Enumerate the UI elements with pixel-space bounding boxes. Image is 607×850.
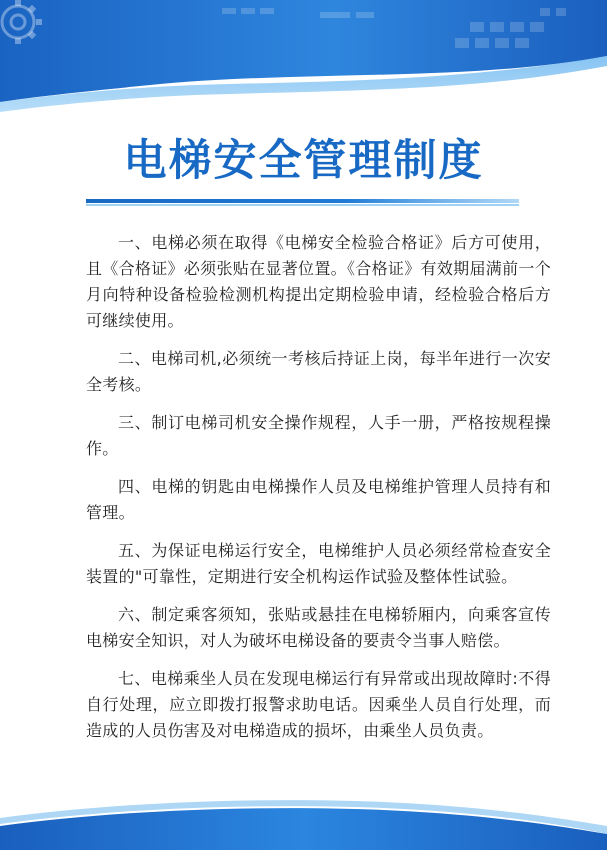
page-title: 电梯安全管理制度 (123, 136, 484, 186)
rule-5: 五、为保证电梯运行安全，电梯维护人员必须经常检查安全装置的"可靠性，定期进行安全机构运作试验及整体性试验。 (86, 541, 551, 586)
title-underline (86, 199, 519, 206)
rule-6: 六、制定乘客须知，张贴或悬挂在电梯轿厢内，向乘客宣传电梯安全知识，对人为破坏电梯设备的要责令当事人赔偿。 (86, 605, 551, 650)
footer-wave-band (0, 790, 607, 850)
gear-emblem-icon (0, 0, 60, 60)
header-wave-band (0, 0, 607, 120)
rules-body (86, 230, 551, 756)
rule-4: 四、电梯的钥匙由电梯操作人员及电梯维护管理人员持有和管理。 (86, 477, 551, 522)
rule-3: 三、制订电梯司机安全操作规程，人手一册，严格按规程操作。 (86, 413, 551, 458)
rule-1: 一、电梯必须在取得《电梯安全检验合格证》后方可使用，且《合格证》必须张贴在显著位置。《合格证》有效期届满前一个月向特种设备检验检测机构提出定期检验申请，经检验合格后方可继续使用。 (86, 233, 551, 330)
rule-7: 七、电梯乘坐人员在发现电梯运行有异常或出现故障时:不得自行处理，应立即拨打报警求助电话。因乘坐人员自行处理，而造成的人员伤害及对电梯造成的损坏，由乘坐人员负责。 (86, 669, 551, 740)
rule-2: 二、电梯司机,必须统一考核后持证上岗，每半年进行一次安全考核。 (86, 349, 551, 394)
